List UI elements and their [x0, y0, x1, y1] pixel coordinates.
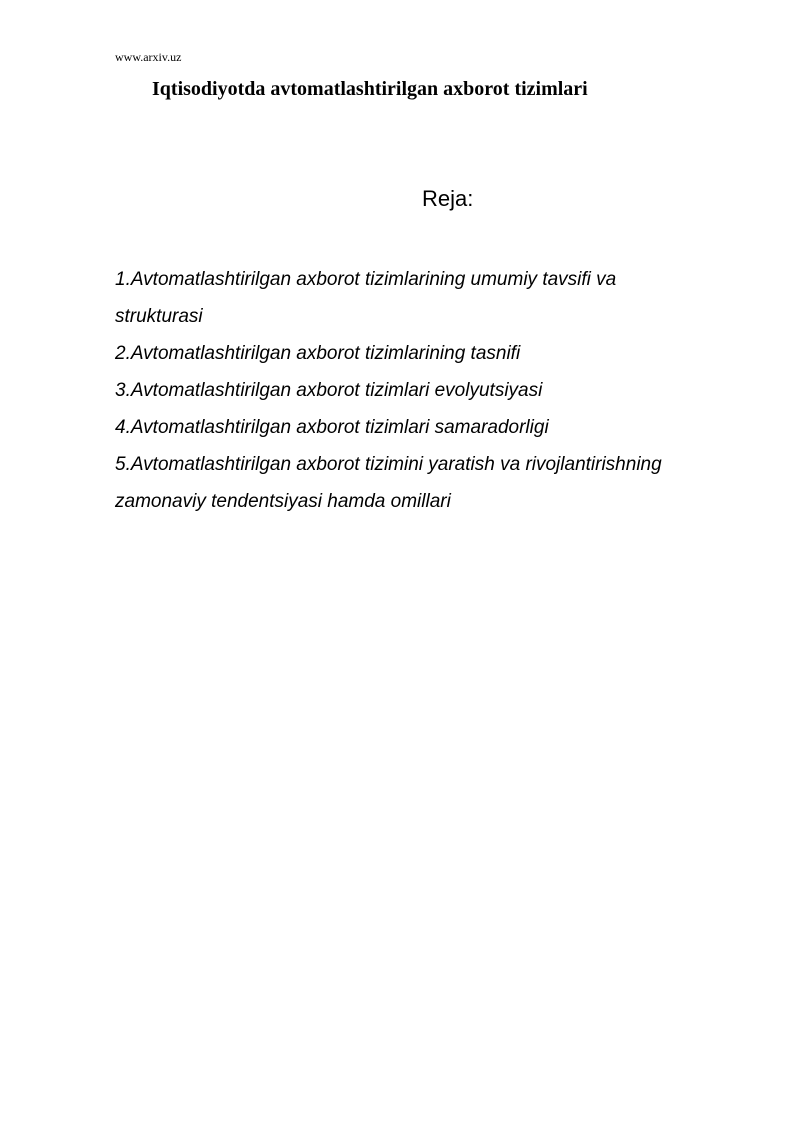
- document-title: Iqtisodiyotda avtomatlashtirilgan axborot tizimlari: [152, 78, 588, 100]
- header-url: www.arxiv.uz: [115, 50, 182, 64]
- plan-item: 3.Avtomatlashtirilgan axborot tizimlari evolyutsiyasi: [115, 380, 543, 401]
- plan-item: 5.Avtomatlashtirilgan axborot tizimini yaratish va rivojlantirishning zamonaviy tendentsiyasi hamda omillari: [115, 454, 662, 512]
- plan-list: [115, 261, 685, 520]
- plan-item: 1.Avtomatlashtirilgan axborot tizimlarining umumiy tavsifi va strukturasi: [115, 269, 617, 327]
- plan-item: 4.Avtomatlashtirilgan axborot tizimlari samaradorligi: [115, 417, 549, 438]
- plan-heading: Reja:: [422, 186, 474, 211]
- plan-item: 2.Avtomatlashtirilgan axborot tizimlarining tasnifi: [115, 343, 521, 364]
